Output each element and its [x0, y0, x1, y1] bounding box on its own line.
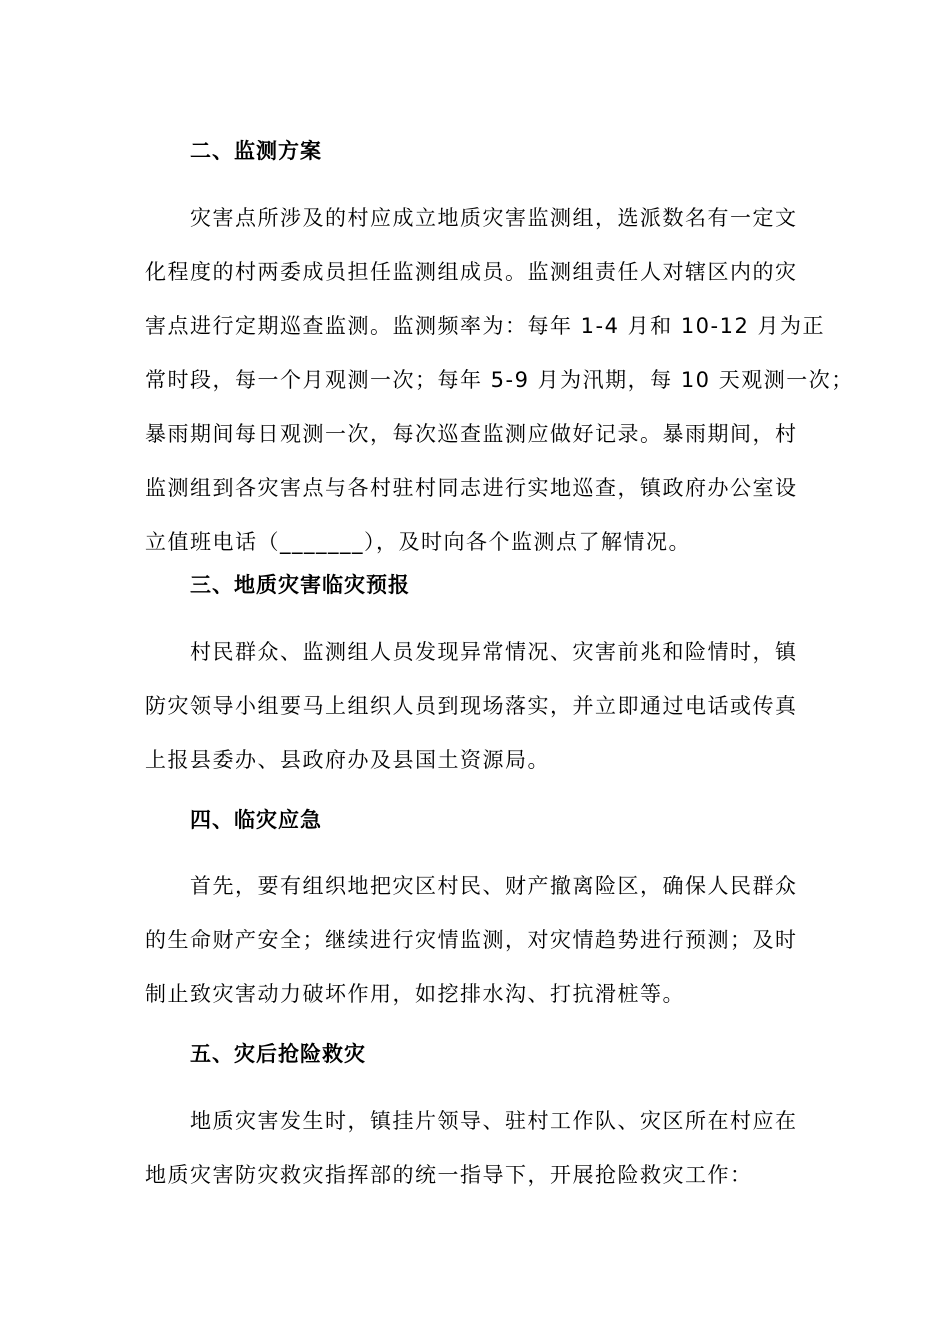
text-line: 暴雨期间每日观测一次，每次巡查监测应做好记录。暴雨期间，村 — [145, 422, 798, 446]
text-line: 灾害点所涉及的村应成立地质灾害监测组，选派数名有一定文 — [190, 206, 798, 230]
section-heading-monitoring-plan: 二、监测方案 — [190, 139, 322, 163]
text-line: 首先，要有组织地把灾区村民、财产撤离险区，确保人民群众 — [190, 874, 798, 898]
text-line: 制止致灾害动力破坏作用，如挖排水沟、打抗滑桩等。 — [145, 982, 685, 1006]
text-line: 防灾领导小组要马上组织人员到现场落实，并立即通过电话或传真 — [145, 694, 798, 718]
section-heading-post-disaster-rescue: 五、灾后抢险救灾 — [190, 1042, 366, 1066]
text-line: 常时段，每一个月观测一次；每年 5-9 月为汛期，每 10 天观测一次； — [145, 368, 854, 392]
text-line: 上报县委办、县政府办及县国土资源局。 — [145, 748, 550, 772]
text-line: 立值班电话（_______），及时向各个监测点了解情况。 — [145, 530, 691, 554]
paragraph-monitoring-plan — [145, 191, 854, 569]
section-heading-disaster-forecast: 三、地质灾害临灾预报 — [190, 573, 410, 597]
text-line: 村民群众、监测组人员发现异常情况、灾害前兆和险情时，镇 — [190, 640, 798, 664]
text-line: 地质灾害防灾救灾指挥部的统一指导下，开展抢险救灾工作： — [145, 1163, 753, 1187]
text-line: 化程度的村两委成员担任监测组成员。监测组责任人对辖区内的灾 — [145, 260, 798, 284]
text-line: 的生命财产安全；继续进行灾情监测，对灾情趋势进行预测；及时 — [145, 928, 798, 952]
text-line: 害点进行定期巡查监测。监测频率为：每年 1-4 月和 10-12 月为正 — [145, 314, 826, 338]
text-line: 监测组到各灾害点与各村驻村同志进行实地巡查，镇政府办公室设 — [145, 476, 798, 500]
paragraph-post-disaster-rescue — [145, 1094, 805, 1202]
paragraph-emergency-response — [145, 859, 805, 1021]
text-line: 地质灾害发生时，镇挂片领导、驻村工作队、灾区所在村应在 — [190, 1109, 798, 1133]
paragraph-disaster-forecast — [145, 625, 805, 787]
section-heading-emergency-response: 四、临灾应急 — [190, 808, 322, 832]
